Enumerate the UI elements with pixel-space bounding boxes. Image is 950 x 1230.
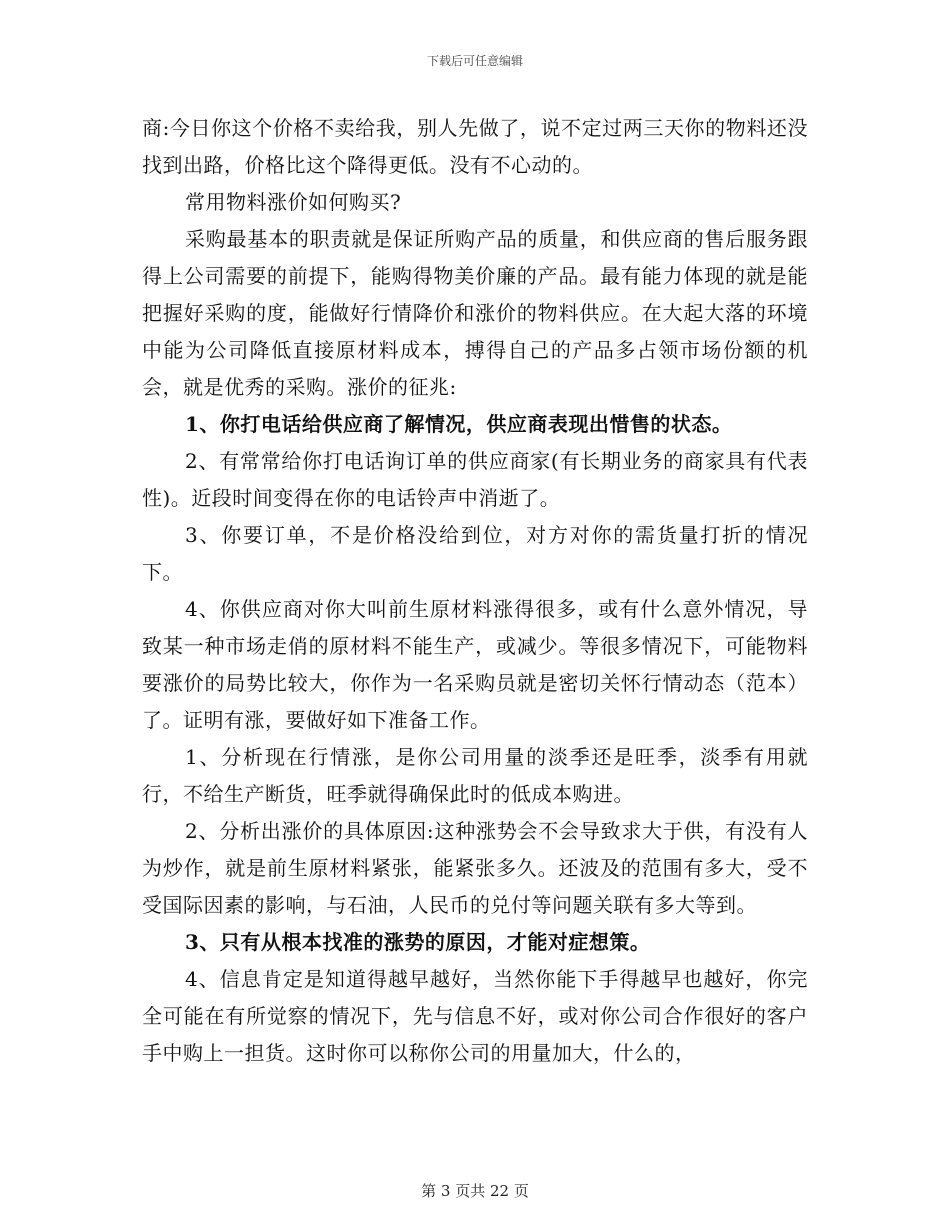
page-header: 下载后可任意编辑: [426, 54, 523, 68]
bold-list-item: 3、只有从根本找准的涨势的原因，才能对症想策。: [185, 930, 651, 954]
page-footer: 第 3 页共 22 页: [421, 1182, 529, 1200]
list-item: 2、有常常给你打电话询订单的供应商家(有长期业务的商家具有代表性)。近段时间变得在你的电话铃声中消逝了。: [142, 449, 808, 510]
paragraph: 采购最基本的职责就是保证所购产品的质量，和供应商的售后服务跟得上公司需要的前提下，能购得物美价廉的产品。最有能力体现的就是能把握好采购的度，能做好行情降价和涨价的物料供应。在大起大落的环境中能为公司降低直接原材料成本，搏得自己的产品多占领市场份额的机会，就是优秀的采购。涨价的征兆:: [142, 227, 808, 399]
list-item: 3、你要订单，不是价格没给到位，对方对你的需货量打折的情况下。: [142, 523, 808, 584]
list-item: 1、分析现在行情涨，是你公司用量的淡季还是旺季，淡季有用就行，不给生产断货，旺季就得确保此时的低成本购进。: [142, 745, 808, 806]
list-item: 2、分析出涨价的具体原因:这种涨势会不会导致求大于供，有没有人为炒作，就是前生原材料紧张，能紧张多久。还波及的范围有多大，受不受国际因素的影响，与石油，人民币的兑付等问题关联有多大等到。: [142, 819, 808, 917]
list-item: 4、你供应商对你大叫前生原材料涨得很多，或有什么意外情况，导致某一种市场走俏的原材料不能生产，或减少。等很多情况下，可能物料要涨价的局势比较大，你作为一名采购员就是密切关怀行情动态（范本）了。证明有涨，要做好如下准备工作。: [142, 597, 808, 732]
paragraph: 商:今日你这个价格不卖给我，别人先做了，说不定过两三天你的物料还没找到出路，价格比这个降得更低。没有不心动的。: [142, 116, 808, 177]
bold-list-item: 1、你打电话给供应商了解情况，供应商表现出惜售的状态。: [185, 412, 733, 436]
document-body: [142, 110, 808, 1072]
list-item: 4、信息肯定是知道得越早越好，当然你能下手得越早也越好，你完全可能在有所觉察的情况下，先与信息不好，或对你公司合作很好的客户手中购上一担货。这时你可以称你公司的用量加大，什么的，: [142, 967, 808, 1065]
section-heading: 常用物料涨价如何购买?: [185, 190, 402, 214]
